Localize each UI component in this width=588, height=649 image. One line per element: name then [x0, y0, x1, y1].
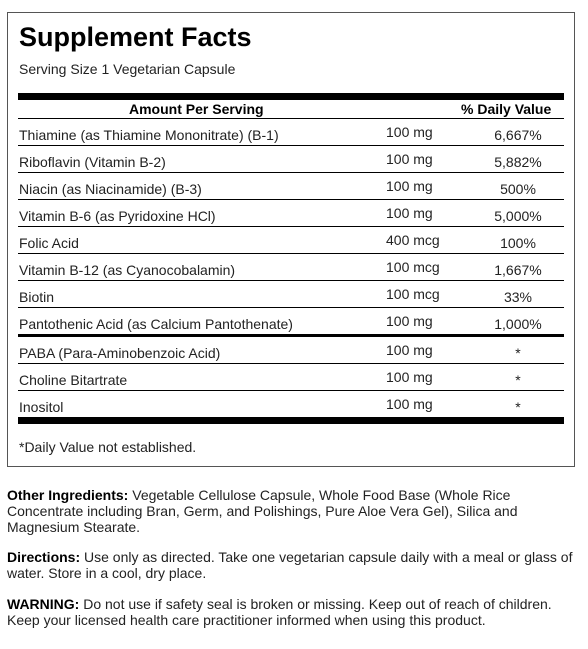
- directions-text: Use only as directed. Take one vegetarian capsule daily with a meal or glass of water. Store in a cool, dry place.: [7, 549, 573, 581]
- table-row: [18, 200, 564, 227]
- nutrient-daily-value: 5,000%: [494, 208, 542, 224]
- daily-value-footnote: *Daily Value not established.: [19, 439, 197, 455]
- nutrient-daily-value: 1,000%: [494, 316, 542, 332]
- directions-label: Directions:: [7, 549, 81, 565]
- nutrient-name: Niacin (as Niacinamide) (B-3): [19, 181, 202, 197]
- panel-title: Supplement Facts: [19, 22, 252, 52]
- nutrient-daily-value: *: [515, 372, 521, 388]
- warning: [7, 596, 582, 628]
- table-row: [18, 173, 564, 200]
- nutrient-amount: 100 mg: [386, 313, 433, 329]
- nutrient-name: Choline Bitartrate: [19, 372, 128, 388]
- nutrient-name: Folic Acid: [19, 235, 79, 251]
- nutrient-daily-value: 500%: [500, 181, 536, 197]
- nutrient-name: Pantothenic Acid (as Calcium Pantothenate): [19, 316, 293, 332]
- top-divider-bar: [18, 93, 564, 100]
- supplement-facts-panel: [7, 12, 575, 467]
- table-header: [18, 100, 564, 119]
- nutrient-daily-value: 100%: [500, 235, 536, 251]
- nutrient-daily-value: 6,667%: [494, 127, 542, 143]
- other-ingredients-text: Vegetable Cellulose Capsule, Whole Food Base (Whole Rice Concentrate including Bran, Germ, and Polishings, Pure Aloe Vera Gel), Silica and Magnesium Stearate.: [7, 487, 518, 535]
- nutrient-daily-value: *: [515, 345, 521, 361]
- table-row: [18, 119, 564, 146]
- nutrient-amount: 100 mg: [386, 342, 433, 358]
- nutrient-name: PABA (Para-Aminobenzoic Acid): [19, 345, 221, 361]
- nutrient-amount: 100 mg: [386, 151, 433, 167]
- nutrient-amount: 100 mg: [386, 178, 433, 194]
- nutrient-amount: 100 mcg: [386, 259, 440, 275]
- directions: [7, 549, 582, 581]
- nutrient-rows: [18, 119, 564, 418]
- warning-text: Do not use if safety seal is broken or missing. Keep out of reach of children. Keep your licensed health care practitioner informed when using this product.: [7, 596, 552, 628]
- nutrient-name: Vitamin B-6 (as Pyridoxine HCl): [19, 208, 216, 224]
- nutrient-name: Vitamin B-12 (as Cyanocobalamin): [19, 262, 236, 278]
- table-row: [18, 308, 564, 337]
- nutrient-daily-value: 5,882%: [494, 154, 542, 170]
- table-row: [18, 146, 564, 173]
- nutrient-amount: 100 mg: [386, 205, 433, 221]
- nutrient-daily-value: 1,667%: [494, 262, 542, 278]
- table-row: [18, 391, 564, 418]
- nutrient-amount: 100 mcg: [386, 286, 440, 302]
- nutrient-amount: 400 mcg: [386, 232, 440, 248]
- warning-label: WARNING:: [7, 596, 80, 612]
- nutrient-name: Riboflavin (Vitamin B-2): [19, 154, 166, 170]
- table-row: [18, 281, 564, 308]
- other-ingredients: [7, 487, 582, 535]
- nutrient-amount: 100 mg: [386, 396, 433, 412]
- serving-size: Serving Size 1 Vegetarian Capsule: [19, 61, 236, 77]
- nutrient-daily-value: *: [515, 399, 521, 415]
- nutrient-amount: 100 mg: [386, 369, 433, 385]
- header-daily-value: % Daily Value: [461, 101, 552, 117]
- nutrient-name: Inositol: [19, 399, 64, 415]
- nutrient-name: Thiamine (as Thiamine Mononitrate) (B-1): [19, 127, 279, 143]
- table-row: [18, 337, 564, 364]
- nutrient-daily-value: 33%: [503, 289, 533, 305]
- header-amount-per-serving: Amount Per Serving: [129, 101, 264, 117]
- other-ingredients-label: Other Ingredients:: [7, 487, 129, 503]
- nutrient-name: Biotin: [19, 289, 55, 305]
- table-row: [18, 254, 564, 281]
- table-row: [18, 227, 564, 254]
- table-row: [18, 364, 564, 391]
- bottom-divider-bar: [18, 417, 564, 424]
- nutrient-amount: 100 mg: [386, 124, 433, 140]
